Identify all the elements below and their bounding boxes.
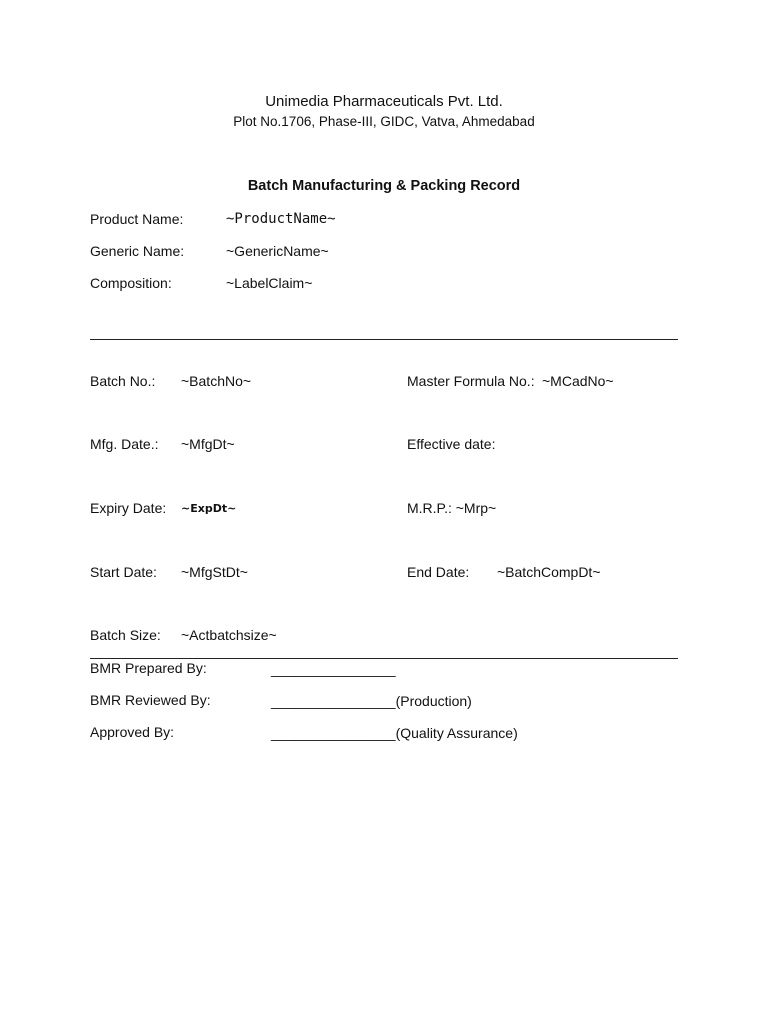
bmr-prepared-label: BMR Prepared By: bbox=[90, 660, 207, 676]
end-date-label: End Date: bbox=[407, 564, 470, 580]
master-formula-label: Master Formula No.: bbox=[407, 373, 535, 389]
batch-no-label: Batch No.: bbox=[90, 373, 156, 389]
start-date-label: Start Date: bbox=[90, 564, 157, 580]
master-formula-value: ~MCadNo~ bbox=[542, 373, 614, 389]
mfg-date-value: ~MfgDt~ bbox=[181, 436, 235, 452]
start-date-value: ~MfgStDt~ bbox=[181, 564, 248, 580]
signoff-divider bbox=[90, 658, 678, 659]
document-title: Batch Manufacturing & Packing Record bbox=[247, 178, 521, 194]
generic-name-value: ~GenericName~ bbox=[226, 243, 329, 259]
generic-name-label: Generic Name: bbox=[90, 243, 185, 259]
company-address: Plot No.1706, Phase-III, GIDC, Vatva, Ahmedabad bbox=[233, 114, 535, 129]
mfg-date-label: Mfg. Date.: bbox=[90, 436, 159, 452]
composition-label: Composition: bbox=[90, 275, 172, 291]
bmr-reviewed-signature-line: ________________(Production) bbox=[271, 693, 472, 709]
product-name-label: Product Name: bbox=[90, 211, 184, 227]
product-name-value: ~ProductName~ bbox=[226, 211, 336, 227]
approved-by-signature-line: ________________(Quality Assurance) bbox=[271, 725, 518, 741]
effective-date-label: Effective date: bbox=[407, 436, 496, 452]
batch-no-value: ~BatchNo~ bbox=[181, 373, 252, 389]
composition-value: ~LabelClaim~ bbox=[226, 275, 313, 291]
batch-size-label: Batch Size: bbox=[90, 627, 161, 643]
bmr-reviewed-label: BMR Reviewed By: bbox=[90, 692, 211, 708]
bmr-prepared-signature-line: ________________ bbox=[271, 661, 396, 677]
section-divider bbox=[90, 339, 678, 340]
end-date-value: ~BatchCompDt~ bbox=[497, 564, 601, 580]
mrp-field: M.R.P.: ~Mrp~ bbox=[407, 500, 497, 516]
expiry-date-value: ~ExpDt~ bbox=[181, 502, 237, 515]
expiry-date-label: Expiry Date: bbox=[90, 500, 167, 516]
approved-by-label: Approved By: bbox=[90, 724, 175, 740]
batch-size-value: ~Actbatchsize~ bbox=[181, 627, 277, 643]
company-name: Unimedia Pharmaceuticals Pvt. Ltd. bbox=[265, 93, 503, 110]
